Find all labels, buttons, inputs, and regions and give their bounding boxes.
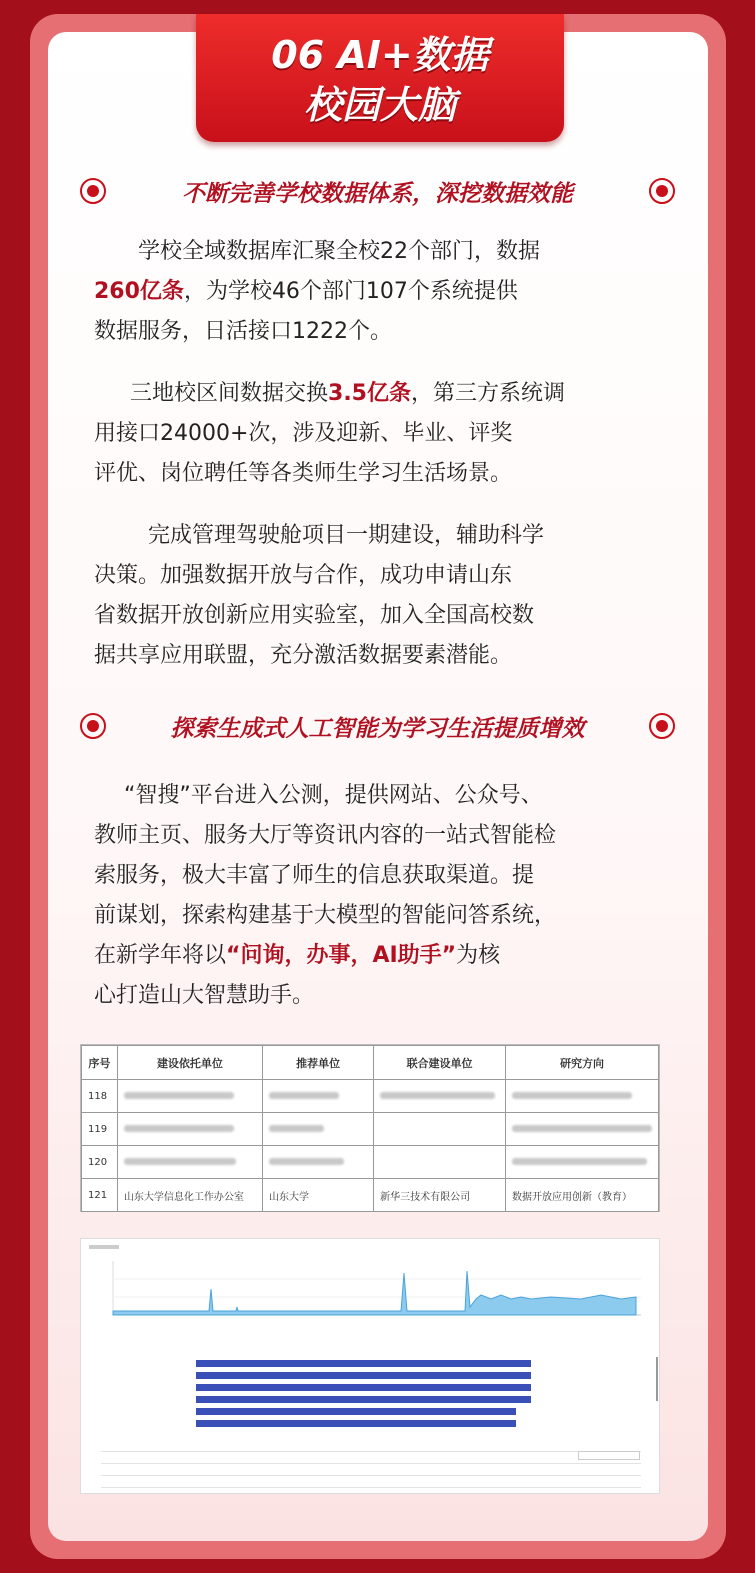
table-cell: 山东大学信息化工作办公室 <box>117 1179 262 1212</box>
paragraph-1 <box>94 232 659 352</box>
text-line: “智搜”平台进入公测，提供网站、公众号、 <box>124 783 543 808</box>
chart-bar <box>196 1408 516 1415</box>
text-line: 据共享应用联盟，充分激活数据要素潜能。 <box>94 643 513 668</box>
chart-bar <box>196 1384 531 1391</box>
text-line: 省数据开放创新应用实验室，加入全国高校数 <box>94 603 535 628</box>
table-cell-redacted <box>263 1080 374 1113</box>
table-cell: 118 <box>82 1080 118 1113</box>
table-row <box>82 1179 659 1212</box>
text-line: 完成管理驾驶舱项目一期建设，辅助科学 <box>148 523 545 548</box>
table-cell-redacted <box>117 1080 262 1113</box>
chart-bar <box>196 1372 531 1379</box>
text-line <box>94 374 659 414</box>
table-cell-redacted <box>263 1113 374 1146</box>
highlight-value: 3.5亿条 <box>328 381 411 406</box>
table-cell-redacted <box>506 1146 659 1179</box>
target-bullet-icon <box>649 713 675 739</box>
target-bullet-icon <box>80 713 106 739</box>
text-span: 为核 <box>456 943 501 968</box>
text-line: 学校全域数据库汇聚全校22个部门，数据 <box>138 239 540 264</box>
paragraph-4 <box>94 776 659 1016</box>
header-title: 06 AI+数据 <box>271 33 489 77</box>
lab-list-table-image <box>80 1044 660 1212</box>
table-cell-redacted <box>506 1080 659 1113</box>
text-line: 评优、岗位聘任等各类师生学习生活场景。 <box>94 461 513 486</box>
target-bullet-icon <box>649 178 675 204</box>
table-cell: 121 <box>82 1179 118 1212</box>
table-header: 建设依托单位 <box>117 1046 262 1080</box>
section-heading: 探索生成式人工智能为学习生活提质增效 <box>170 715 585 742</box>
section-title-2 <box>80 706 675 746</box>
table-cell-redacted <box>374 1080 506 1113</box>
highlight-value: 260亿条 <box>94 279 184 304</box>
section-heading: 不断完善学校数据体系，深挖数据效能 <box>182 180 573 207</box>
table-header: 研究方向 <box>506 1046 659 1080</box>
chart-bar <box>196 1360 531 1367</box>
chart-bar <box>196 1420 516 1427</box>
table-cell: 119 <box>82 1113 118 1146</box>
table-cell <box>374 1146 506 1179</box>
table-cell-redacted <box>117 1146 262 1179</box>
table-header: 序号 <box>82 1046 118 1080</box>
text-line: 索服务，极大丰富了师生的信息获取渠道。提 <box>94 863 535 888</box>
table-cell-redacted <box>263 1146 374 1179</box>
text-line <box>94 936 659 976</box>
text-line: 心打造山大智慧助手。 <box>94 983 315 1008</box>
table-row <box>82 1113 659 1146</box>
table-header: 联合建设单位 <box>374 1046 506 1080</box>
text-line <box>94 272 659 312</box>
paragraph-2 <box>94 374 659 494</box>
header-banner <box>196 14 564 142</box>
table-cell: 120 <box>82 1146 118 1179</box>
table-cell-redacted <box>506 1113 659 1146</box>
search-input-thumbnail <box>578 1451 640 1460</box>
text-span: 三地校区间数据交换 <box>130 381 329 406</box>
table-cell-redacted <box>117 1113 262 1146</box>
table-cell: 新华三技术有限公司 <box>374 1179 506 1212</box>
chart-bar <box>196 1396 531 1403</box>
dashboard-screenshot <box>80 1238 660 1494</box>
text-span: 在新学年将以 <box>94 943 227 968</box>
target-bullet-icon <box>80 178 106 204</box>
text-line: 教师主页、服务大厅等资讯内容的一站式智能检 <box>94 823 557 848</box>
text-line: 用接口24000+次，涉及迎新、毕业、评奖 <box>94 421 513 446</box>
header-subtitle: 校园大脑 <box>303 83 456 127</box>
lab-list-table <box>81 1045 659 1212</box>
table-cell: 山东大学 <box>263 1179 374 1212</box>
section-title-1 <box>80 171 675 211</box>
text-span: ，为学校46个部门107个系统提供 <box>183 279 518 304</box>
table-header: 推荐单位 <box>263 1046 374 1080</box>
table-row <box>82 1080 659 1113</box>
text-line: 前谋划，探索构建基于大模型的智能问答系统， <box>94 903 557 928</box>
text-line: 决策。加强数据开放与合作，成功申请山东 <box>94 563 513 588</box>
text-span: ，第三方系统调 <box>411 381 566 406</box>
table-row <box>82 1146 659 1179</box>
paragraph-3 <box>94 516 659 676</box>
table-cell: 数据开放应用创新（教育） <box>506 1179 659 1212</box>
area-chart-thumbnail <box>81 1239 661 1339</box>
text-line: 数据服务，日活接口1222个。 <box>94 319 392 344</box>
table-cell <box>374 1113 506 1146</box>
highlight-value: “问询，办事，AI助手” <box>226 943 457 968</box>
